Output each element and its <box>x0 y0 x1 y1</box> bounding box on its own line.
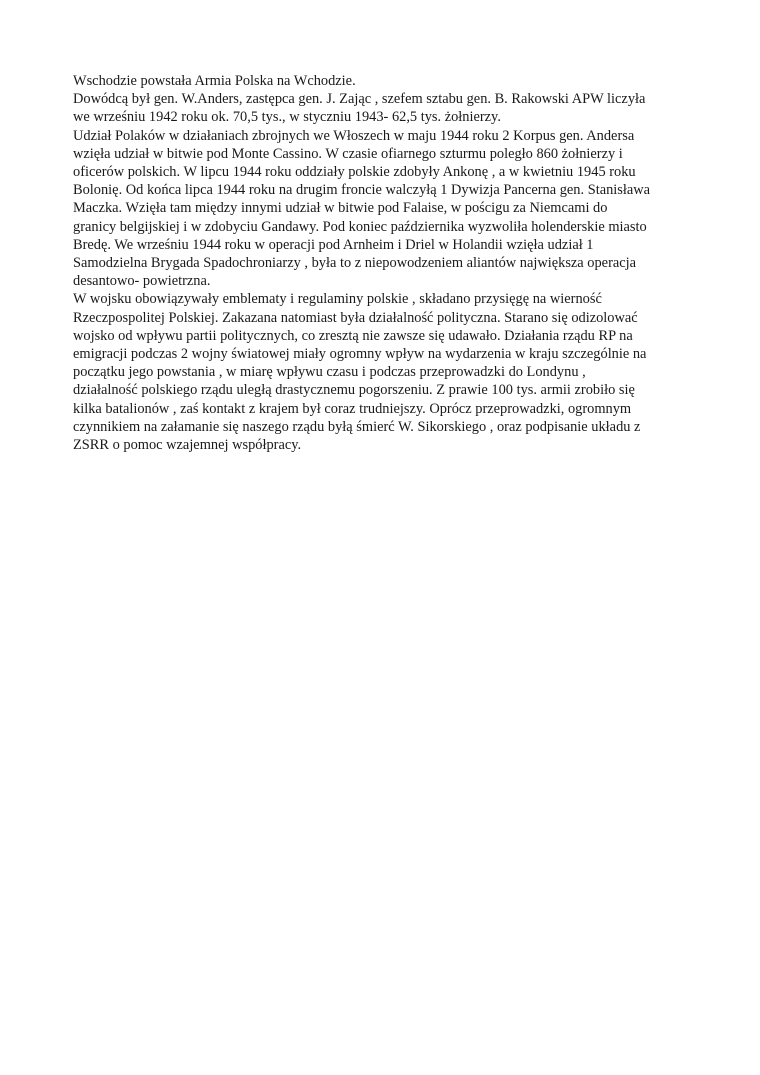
text-line: kilka batalionów , zaś kontakt z krajem był coraz trudniejszy. Oprócz przeprowadzki, ogromnym <box>73 400 632 417</box>
text-line: Bolonię. Od końca lipca 1944 roku na drugim froncie walczyłą 1 Dywizja Pancerna gen. Stanisława <box>73 182 651 199</box>
text-line: wzięła udział w bitwie pod Monte Cassino. W czasie ofiarnego szturmu poległo 860 żołnierzy i <box>73 145 623 162</box>
text-line: Wschodzie powstała Armia Polska na Wchodzie. <box>73 73 356 89</box>
text-line: oficerów polskich. W lipcu 1944 roku oddziały polskie zdobyły Ankonę , a w kwietniu 1945 roku <box>73 164 636 181</box>
text-line: we wrześniu 1942 roku ok. 70,5 tys., w styczniu 1943- 62,5 tys. żołnierzy. <box>73 109 501 126</box>
document-body <box>73 72 693 454</box>
text-line: Bredę. We wrześniu 1944 roku w operacji pod Arnheim i Driel w Holandii wzięła udział 1 <box>73 236 594 253</box>
text-line: czynnikiem na załamanie się naszego rządu byłą śmierć W. Sikorskiego , oraz podpisanie układu z <box>73 418 641 435</box>
text-line: Samodzielna Brygada Spadochroniarzy , była to z niepowodzeniem aliantów największa operacja <box>73 255 637 272</box>
text-line: Udział Polaków w działaniach zbrojnych we Włoszech w maju 1944 roku 2 Korpus gen. Andersa <box>73 127 635 144</box>
text-line: działalność polskiego rządu uległą drastycznemu pogorszeniu. Z prawie 100 tys. armii zrobiło się <box>73 382 635 399</box>
text-line: Maczka. Wzięła tam między innymi udział w bitwie pod Falaise, w pościgu za Niemcami do <box>73 200 608 217</box>
text-line: emigracji podczas 2 wojny światowej miały ogromny wpływ na wydarzenia w kraju szczególnie na <box>73 346 647 363</box>
text-line: wojsko od wpływu partii politycznych, co zresztą nie zawsze się udawało. Działania rządu RP na <box>73 327 633 344</box>
text-line: początku jego powstania , w miarę wpływu czasu i podczas przeprowadzki do Londynu , <box>73 364 586 381</box>
text-line: granicy belgijskiej i w zdobyciu Gandawy. Pod koniec października wyzwoliła holenderskie miasto <box>73 218 647 235</box>
text-line: W wojsku obowiązywały emblematy i regulaminy polskie , składano przysięgę na wierność <box>73 291 602 308</box>
text-line: Dowódcą był gen. W.Anders, zastępca gen. J. Zając , szefem sztabu gen. B. Rakowski APW liczyła <box>73 91 646 108</box>
text-line: desantowo- powietrzna. <box>73 273 211 290</box>
text-line: Rzeczpospolitej Polskiej. Zakazana natomiast była działalność polityczna. Starano się odizolować <box>73 309 638 326</box>
text-line: ZSRR o pomoc wzajemnej współpracy. <box>73 437 302 454</box>
